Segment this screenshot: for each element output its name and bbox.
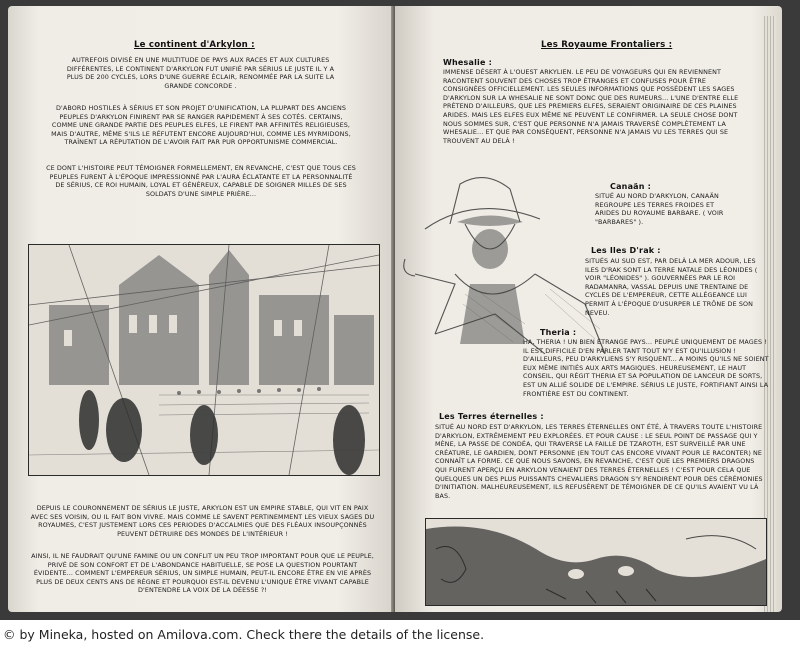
left-paragraph-2: D'ABORD HOSTILES À SÉRIUS ET SON PROJET D'UNIFICATION, LA PLUPART DES ANCIENS PEUPLES D'ARKYLON FINIRENT PAR SE RANGER RAPIDEMENT À SES COTÉS. CERTAINS, COMME UNE GRANDE PARTIE DES PEUPLES ELFES, LE FIRENT PAR AFFINITÉS RELIGIEUSES, MAIS D'AUTRE, MÊME S'ILS LE RÉFUTENT ENCORE AUJOURD'HUI, COMME LES MYRMIDONS, TRAÎNENT LA RÉPUTATION DE L'AVOIR FAIT PAR PUR OPPORTUNISME COMMERCIAL.: [51, 104, 351, 147]
iles-drak-heading: Les Iles D'rak :: [591, 246, 661, 255]
right-page: [395, 6, 782, 612]
whesalie-text: IMMENSE DÉSERT À L'OUEST ARKYLIEN. LE PEU DE VOYAGEURS QUI EN REVIENNENT RACONTENT SOUVENT DES CHOSES TROP ÉTRANGES ET CONFUSES POUR ÊTRE CONSIGNÉES OFFICIELLEMENT. LES SEULES INFORMATIONS QUE POSSÈDENT LES SAGES D'ARKYLON SUR LA WHESALIE NE SONT DONC QUE DES RUMEURS... L'UNE D'ENTRE ELLE PRÉTEND D'AILLEURS, QUE LES PREMIERS ELFES, SERAIENT ORIGINAIRE DE CES PLAINES ARIDES. MAIS LES ELFES EUX MÊME NE PEUVENT LE CONFIRMER. LA SEULE CHOSE DONT NOUS SOMMES SUR, C'EST QUE PERSONNE N'A JAMAIS TRAVERSÉ COMPLÈTEMENT LA WHESALIE... ET QUE PAR CONSÉQUENT, PERSONNE N'A JAMAIS VU LES TERRES QUI SE TROUVENT AU DELÀ !: [443, 68, 739, 145]
license-caption: © by Mineka, hosted on Amilova.com. Check there the details of the license.: [3, 627, 485, 642]
left-page-title: Le continent d'Arkylon :: [134, 40, 255, 50]
left-paragraph-5: AINSI, IL NE FAUDRAIT QU'UNE FAMINE OU UN CONFLIT UN PEU TROP IMPORTANT POUR QUE LE PEUPLE, PRIVÉ DE SON CONFORT ET DE L'ABONDANCE HABITUELLE, SE POSE LA QUESTION POURTANT ÉVIDENTE... COMMENT L'EMPEREUR SÉRIUS, UN SIMPLE HUMAIN, PEUT-IL ENCORE ÊTRE EN VIE APRÈS PLUS DE DEUX CENTS ANS DE RÈGNE ET POURQUOI EST-IL DEVENU L'UNIQUE ÊTRE VIVANT CAPABLE D'ENTENDRE LA VOIX DE LA DÉESSE ?!: [31, 552, 374, 595]
right-page-title: Les Royaume Frontaliers :: [541, 40, 673, 50]
dragon-sketch-drawing: [426, 519, 766, 605]
theria-text: HA, THERIA ! UN BIEN ÉTRANGE PAYS... PEUPLÉ UNIQUEMENT DE MAGES ! IL EST DIFFICILE D'EN PARLER TANT TOUT N'Y EST QU'ILLUSION ! D'AILLEURS, PEU D'ARKYLIENS S'Y RISQUENT... A MOINS QU'ILS NE SOIENT EUX MÊME INITIÉS AUX ARTS MAGIQUES. HEUREUSEMENT, LE HAUT CONSEIL, QUI RÉGIT THERIA ET SA POPULATION DE LANCEUR DE SORTS, EST UN ALLIÉ SOLIDE DE L'EMPIRE. SÉRIUS LE JUSTE, FORTIFIANT AINSI LA FRONTIÈRE EST DU CONTINENT.: [523, 338, 769, 398]
canaan-text: SITUÉ AU NORD D'ARKYLON, CANAÄN REGROUPE LES TERRES FROIDES ET ARIDES DU ROYAUME BARBARE. ( VOIR "BARBARES" ).: [595, 192, 724, 226]
sketch-illustration-dragon: [425, 518, 767, 606]
whesalie-heading: Whesalie :: [443, 58, 492, 67]
left-page: [8, 6, 395, 612]
canaan-heading: Canaän :: [610, 182, 652, 191]
terres-eternelles-heading: Les Terres éternelles :: [439, 412, 544, 421]
left-paragraph-4: DEPUIS LE COURONNEMENT DE SÉRIUS LE JUSTE, ARKYLON EST UN EMPIRE STABLE, QUI VIT EN PAIX AVEC SES VOISIN, OU IL FAIT BON VIVRE. MAIS COMME LE SAVENT PERTINEMMENT LES VIEUX SAGES DU ROYAUMES, C'EST JUSTEMENT LORS CES PERIODES D'ACCALMIES QUE DES FLÉAUX INSOUPÇONNÉS PEUVENT DÉTRUIRE DES MONDES DE L'INTÉRIEUR !: [30, 504, 375, 538]
left-paragraph-1: AUTREFOIS DIVISÉ EN UNE MULTITUDE DE PAYS AUX RACES ET AUX CULTURES DIFFÉRENTES, LE CONTINENT D'ARKYLON FUT UNIFIÉ PAR SÉRIUS LE JUSTE IL Y A PLUS DE 200 CYCLES, LORS D'UNE GUERRE ÉCLAIR, RENOMMÉE PAR LA SUITE LA GRANDE CONCORDE .: [66, 56, 335, 90]
city-sketch-drawing: [29, 245, 379, 475]
sketch-illustration-city: [28, 244, 380, 476]
left-paragraph-3: CE DONT L'HISTOIRE PEUT TÉMOIGNER FORMELLEMENT, EN REVANCHE, C'EST QUE TOUS CES PEUPLES FURENT À L'ÉPOQUE IMPRESSIONNÉ PAR L'AURA ÉCLATANTE ET LA PERSONNALITÉ DE SÉRIUS, CE ROI HUMAIN, LOYAL ET GÉNÉREUX, CAPABLE DE SOIGNER MILLES DE SES SOLDATS D'UNE SIMPLE PRIÈRE...: [46, 164, 356, 198]
theria-heading: Theria :: [540, 328, 577, 337]
iles-drak-text: SITUÉS AU SUD EST, PAR DELÀ LA MER ADOUR, LES ILES D'RAK SONT LA TERRE NATALE DES LÉONIDES ( VOIR "LÉONIDES" ). GOUVERNÉES PAR LE ROI RADAMANRA, VASSAL DEPUIS UNE TRENTAINE DE CYCLES DE L'EMPEREUR, CETTE ALLÉGEANCE LUI PERMIT À L'ÉPOQUE D'USURPER LE TRÔNE DE SON NEVEU.: [585, 257, 758, 317]
terres-eternelles-text: SITUÉ AU NORD EST D'ARKYLON, LES TERRES ÉTERNELLES ONT ÉTÉ, À TRAVERS TOUTE L'HISTOIRE D'ARKYLON, EXTRÊMEMENT PEU EXPLORÉES. ET POUR CAUSE : LE SEUL POINT DE PASSAGE QUI Y MÈNE, LA PASSE DE CONDÉA, QUI TRAVERSE LA FAILLE DE TZAROTH, EST SURVEILLÉ PAR UNE CRÉATURE, LE GARDIEN, DONT PERSONNE (EN TOUT CAS ENCORE VIVANT POUR LE RACONTER) NE CONNAÎT LA FORME. CE QUE NOUS SAVONS, EN REVANCHE, C'EST QUE LES PREMIERS DRAGONS QUI FURENT APERÇU EN ARKYLON VENAIENT DES TERRES ÉTERNELLES ! C'EST POUR CELA QUE QUELQUES UN DES PLUS PUISSANTS CHEVALIERS DRAGON S'Y RENDIRENT POUR DES CÉRÉMONIES D'INITIATION. MALHEUREUSEMENT, ILS REFUSÈRENT DE TÉMOIGNER DE CE QU'ILS AVAIENT VU LÀ BAS.: [435, 423, 763, 500]
